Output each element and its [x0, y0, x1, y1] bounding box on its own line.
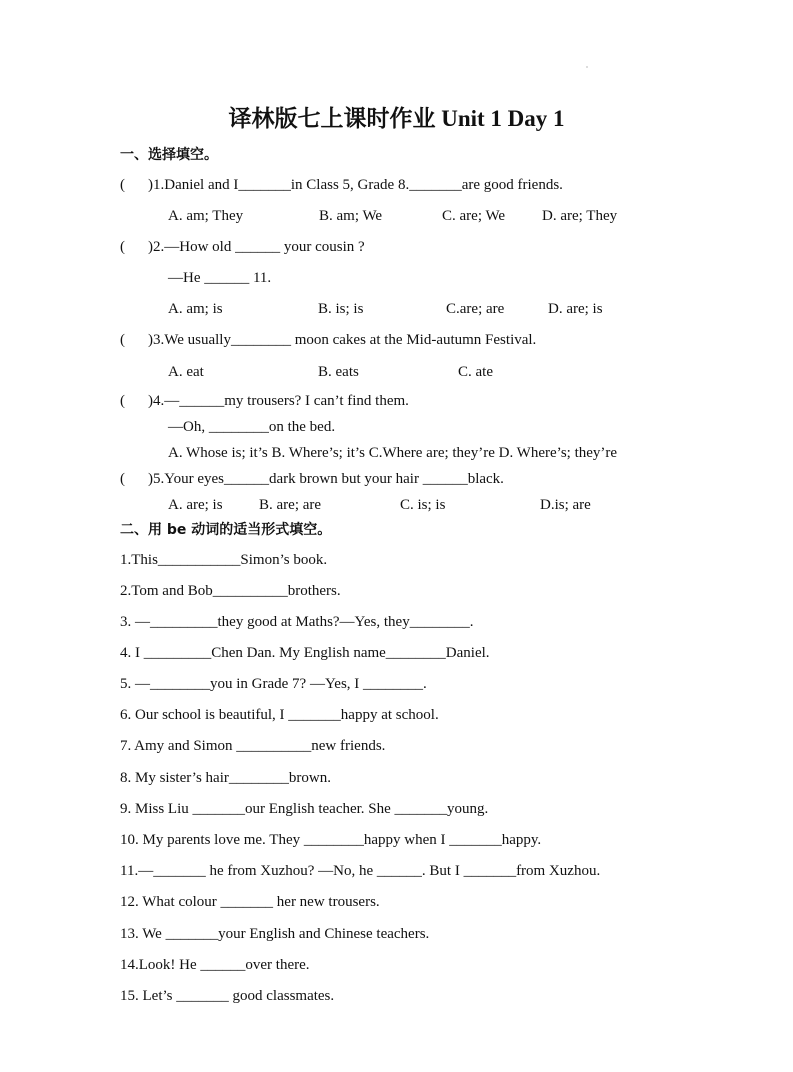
question-3: [120, 331, 536, 349]
answer-bracket: (: [120, 393, 125, 409]
question-1-stem: )1.Daniel and I_______in Class 5, Grade 8._______are good friends.: [148, 177, 563, 193]
q1-option-d: D. are; They: [542, 208, 618, 224]
q3-option-a: A. eat: [168, 364, 204, 380]
section-2-heading: 二、用 be 动词的适当形式填空。: [120, 522, 332, 538]
question-3-stem: )3.We usually________ moon cakes at the Mid-autumn Festival.: [148, 332, 537, 348]
answer-bracket: (: [120, 177, 125, 193]
scan-speck: [586, 66, 588, 68]
q1-option-b: B. am; We: [319, 208, 383, 224]
fill-item-14: 14.Look! He ______over there.: [120, 957, 310, 973]
worksheet-title: 译林版七上课时作业 Unit 1 Day 1: [228, 106, 565, 131]
q3-option-c: C. ate: [458, 364, 493, 380]
question-2: [120, 238, 365, 256]
question-4-stem: )4.—______my trousers? I can’t find them.: [148, 393, 409, 409]
fill-item-1: 1.This___________Simon’s book.: [120, 552, 328, 568]
fill-item-9: 9. Miss Liu _______our English teacher. She _______young.: [120, 801, 489, 817]
q4-options: A. Whose is; it’s B. Where’s; it’s C.Where are; they’re D. Where’s; they’re: [168, 445, 618, 461]
answer-bracket: (: [120, 239, 125, 255]
question-4-response: —Oh, ________on the bed.: [168, 419, 336, 435]
q1-option-a: A. am; They: [168, 208, 244, 224]
fill-item-4: 4. I _________Chen Dan. My English name________Daniel.: [120, 645, 490, 661]
answer-bracket: (: [120, 332, 125, 348]
fill-item-7: 7. Amy and Simon __________new friends.: [120, 738, 386, 754]
fill-item-5: 5. —________you in Grade 7? —Yes, I ________.: [120, 676, 427, 692]
question-5-stem: )5.Your eyes______dark brown but your hair ______black.: [148, 471, 504, 487]
q2-option-d: D. are; is: [548, 301, 603, 317]
question-5: [120, 470, 504, 488]
q5-option-c: C. is; is: [400, 497, 446, 513]
question-2-response: —He ______ 11.: [168, 270, 272, 286]
fill-item-12: 12. What colour _______ her new trousers.: [120, 894, 380, 910]
fill-item-8: 8. My sister’s hair________brown.: [120, 770, 331, 786]
q2-option-c: C.are; are: [446, 301, 505, 317]
question-2-stem: )2.—How old ______ your cousin ?: [148, 239, 365, 255]
q5-option-a: A. are; is: [168, 497, 223, 513]
fill-item-10: 10. My parents love me. They ________happy when I _______happy.: [120, 832, 542, 848]
question-1: [120, 176, 563, 194]
fill-item-2: 2.Tom and Bob__________brothers.: [120, 583, 341, 599]
fill-item-6: 6. Our school is beautiful, I _______happy at school.: [120, 707, 439, 723]
fill-item-3: 3. —_________they good at Maths?—Yes, they________.: [120, 614, 474, 630]
q3-option-b: B. eats: [318, 364, 359, 380]
fill-item-13: 13. We _______your English and Chinese teachers.: [120, 926, 430, 942]
answer-bracket: (: [120, 471, 125, 487]
q5-option-d: D.is; are: [540, 497, 591, 513]
q5-option-b: B. are; are: [259, 497, 322, 513]
q2-option-a: A. am; is: [168, 301, 223, 317]
fill-item-15: 15. Let’s _______ good classmates.: [120, 988, 335, 1004]
q2-option-b: B. is; is: [318, 301, 364, 317]
section-1-heading: 一、选择填空。: [120, 147, 218, 163]
q1-option-c: C. are; We: [442, 208, 506, 224]
question-4: [120, 392, 409, 410]
fill-item-11: 11.—_______ he from Xuzhou? —No, he ______. But I _______from Xuzhou.: [120, 863, 601, 879]
